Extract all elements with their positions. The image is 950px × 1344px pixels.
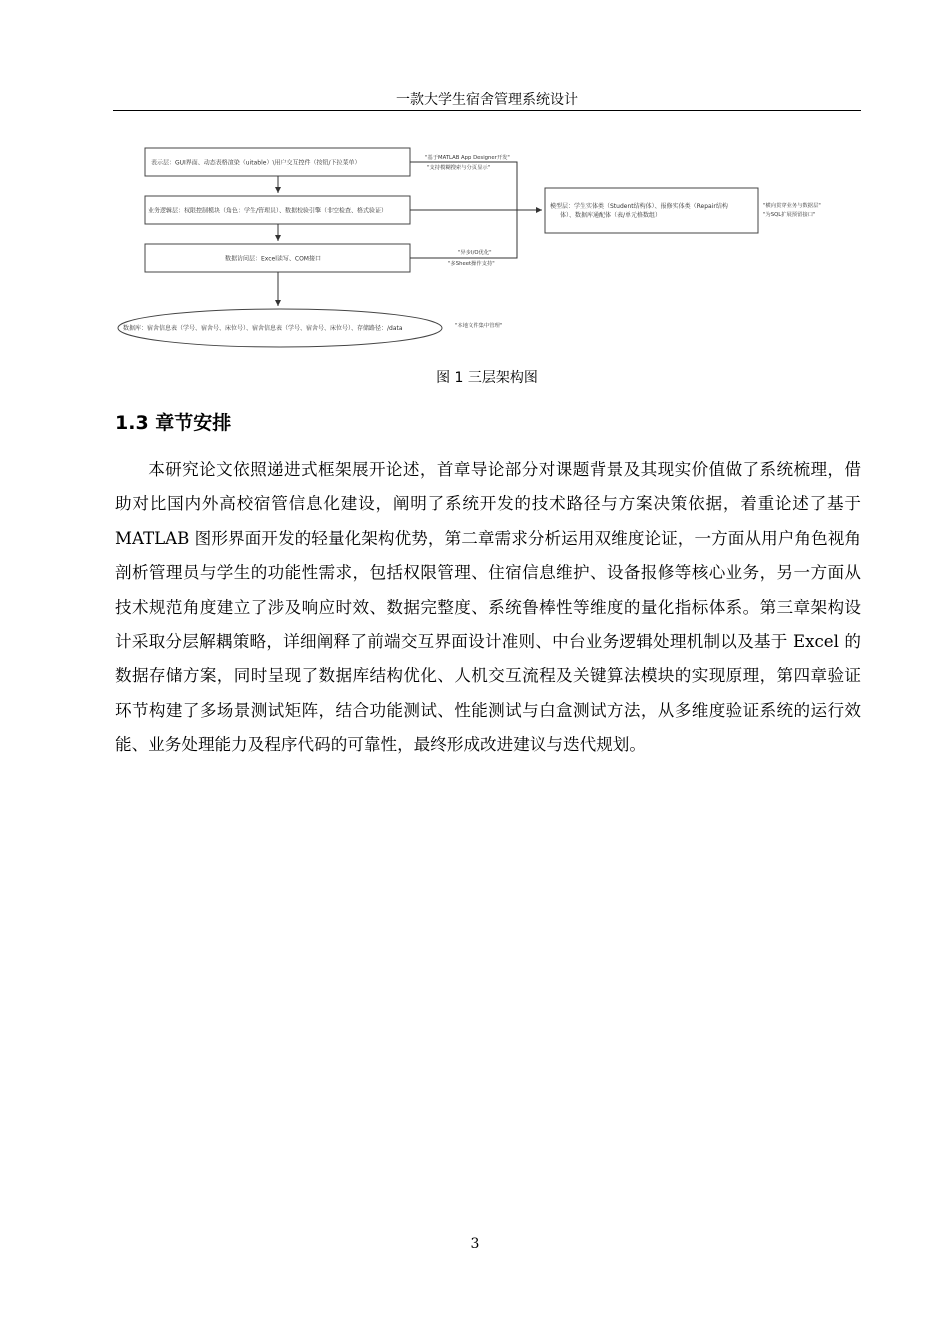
running-header: 一款大学生宿舍管理系统设计 xyxy=(396,92,578,108)
data-access-note-2: "多Sheet操作支持" xyxy=(448,261,495,267)
section-heading: 1.3 章节安排 xyxy=(115,412,232,434)
model-note-2: "为SQL扩展预留接口" xyxy=(763,212,816,218)
figure-caption: 图 1 三层架构图 xyxy=(436,370,538,386)
header-rule xyxy=(113,110,861,111)
page-number: 3 xyxy=(470,1236,480,1252)
data-access-note-1: "异步I/O优化" xyxy=(458,250,492,256)
presentation-note-2: "支持模糊搜索与分页显示" xyxy=(427,165,491,171)
database-note: "本地文件集中管理" xyxy=(455,323,503,329)
presentation-layer-text: 表示层：GUI界面、动态表格渲染（uitable）\用户交互控件（按钮/下拉菜单） xyxy=(151,159,361,167)
model-note-1: "横向贯穿业务与数据层" xyxy=(763,203,821,209)
business-layer-text: 业务逻辑层：权限控制模块（角色：学生/管理员）、数据校验引擎（非空检查、格式验证） xyxy=(148,207,388,215)
body-paragraph: 本研究论文依照递进式框架展开论述，首章导论部分对课题背景及其现实价值做了系统梳理，借助对比国内外高校宿管信息化建设，阐明了系统开发的技术路径与方案决策依据，着重论述了基于 MATLAB 图形界面开发的轻量化架构优势，第二章需求分析运用双维度论证，一方面从用户角色视角剖析管理员与学生的功能性需求，包括权限管理、住宿信息维护、设备报修等核心业务，另一方面从技术规范角度建立了涉及响应时效、数据完整度、系统鲁棒性等维度的量化指标体系。第三章架构设计采取分层解耦策略，详细阐释了前端交互界面设计准则、中台业务逻辑处理机制以及基于 Excel 的数据存储方案，同时呈现了数据库结构优化、人机交互流程及关键算法模块的实现原理，第四章验证环节构建了多场景测试矩阵，结合功能测试、性能测试与白盒测试方法，从多维度验证系统的运行效能、业务处理能力及程序代码的可靠性，最终形成改进建议与迭代规划。 xyxy=(115,460,861,755)
architecture-diagram xyxy=(113,140,861,355)
model-layer-box xyxy=(545,188,758,233)
database-text: 数据库：宿舍信息表（学号、宿舍号、床位号）、宿舍信息表（学号、宿舍号、床位号）、存储路径：/data xyxy=(123,325,403,332)
model-layer-text-1: 模型层：学生实体类（Student结构体）、报修实体类（Repair结构 xyxy=(550,203,728,210)
data-access-layer-text: 数据访问层：Excel读写、COM接口 xyxy=(225,255,321,263)
presentation-note-1: "基于MATLAB App Designer开发" xyxy=(425,155,510,161)
model-layer-text-2: 体）、数据库通配体（表/单元格数组） xyxy=(560,212,662,219)
